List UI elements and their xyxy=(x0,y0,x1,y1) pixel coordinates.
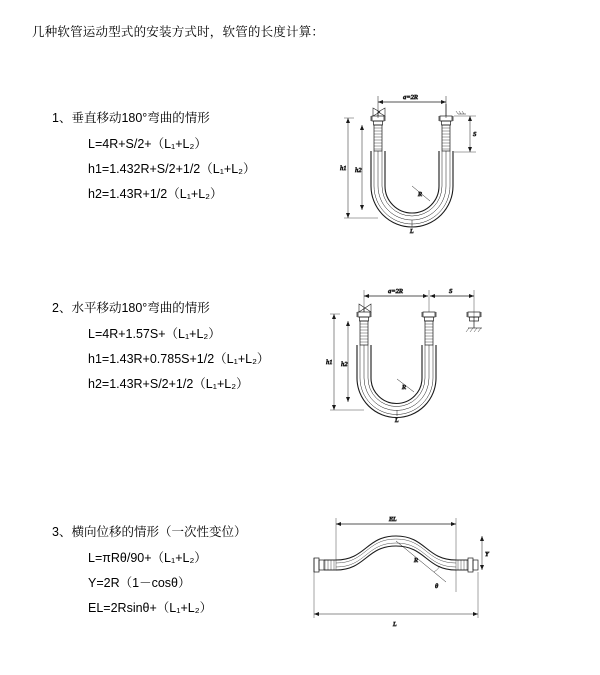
section-title: 1、垂直移动180°弯曲的情形 xyxy=(52,111,210,125)
svg-text:R: R xyxy=(402,384,406,391)
section-title: 3、横向位移的情形（一次性变位） xyxy=(52,525,247,539)
formula-line: L=πRθ/90+（L₁+L₂） xyxy=(88,551,207,565)
section-title: 2、水平移动180°弯曲的情形 xyxy=(52,301,210,315)
svg-text:L: L xyxy=(393,621,397,628)
svg-text:h2: h2 xyxy=(355,167,362,174)
formula-line: h1=1.43R+0.785S+1/2（L₁+L₂） xyxy=(88,352,270,366)
svg-text:R: R xyxy=(418,191,422,198)
svg-text:h1: h1 xyxy=(326,359,333,366)
formula-line: EL=2Rsinθ+（L₁+L₂） xyxy=(88,601,213,615)
svg-text:L: L xyxy=(395,417,399,424)
formula-line: h2=1.43R+1/2（L₁+L₂） xyxy=(88,187,223,201)
lateral-displacement-diagram xyxy=(296,510,496,640)
svg-text:Y: Y xyxy=(485,551,489,558)
svg-text:R: R xyxy=(414,557,418,564)
svg-text:a=2R: a=2R xyxy=(388,288,403,295)
svg-text:h2: h2 xyxy=(341,361,348,368)
vertical-movement-180-bend-diagram xyxy=(318,70,493,260)
svg-text:h1: h1 xyxy=(340,165,347,172)
svg-text:EL: EL xyxy=(389,516,397,523)
formula-line: Y=2R（1－cosθ） xyxy=(88,576,191,590)
svg-text:S: S xyxy=(473,131,477,138)
formula-line: h2=1.43R+S/2+1/2（L₁+L₂） xyxy=(88,377,249,391)
formula-line: h1=1.432R+S/2+1/2（L₁+L₂） xyxy=(88,162,256,176)
svg-text:S: S xyxy=(449,288,453,295)
horizontal-movement-180-bend-diagram xyxy=(318,282,498,452)
formula-line: L=4R+1.57S+（L₁+L₂） xyxy=(88,327,221,341)
page-title: 几种软管运动型式的安装方式时，软管的长度计算： xyxy=(32,25,325,39)
formula-line: L=4R+S/2+（L₁+L₂） xyxy=(88,137,207,151)
svg-text:θ: θ xyxy=(435,583,439,590)
svg-text:L: L xyxy=(410,228,414,235)
svg-text:a=2R: a=2R xyxy=(403,94,418,101)
